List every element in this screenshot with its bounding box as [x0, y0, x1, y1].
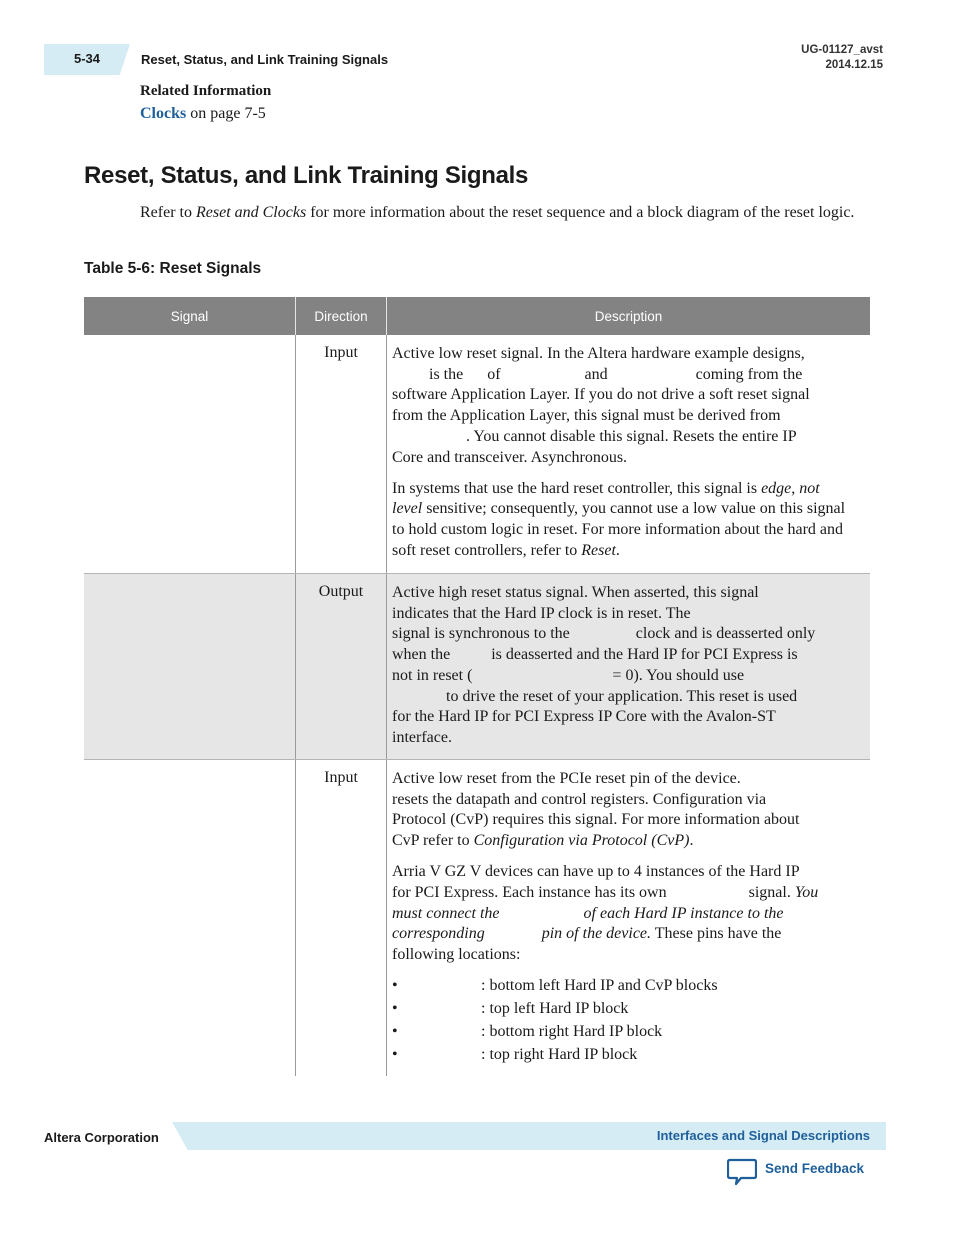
list-item [392, 1045, 846, 1068]
pin-location-list [392, 976, 846, 1068]
italic-reference: Configuration via Protocol (CvP) [473, 832, 690, 850]
text-line: Arria V GZ V devices can have up to 4 instances of the Hard IP [392, 863, 800, 881]
text-line: from the Application Layer, this signal must be derived from [392, 407, 781, 425]
description-paragraph [392, 583, 846, 749]
table-caption: Table 5-6: Reset Signals [84, 260, 262, 277]
related-information-line [140, 105, 266, 123]
footer-company: Altera Corporation [44, 1130, 159, 1145]
description-cell [387, 574, 870, 759]
italic-text: You [794, 884, 819, 902]
description-cell [387, 335, 870, 573]
bullet-icon: • [392, 1000, 398, 1018]
italic-text: must connect the [392, 904, 500, 922]
signal-cell [84, 335, 296, 573]
section-title: Reset, Status, and Link Training Signals [84, 162, 529, 189]
reset-signals-table [84, 297, 870, 1076]
list-item [392, 1022, 846, 1045]
text-fragment: coming from the [695, 365, 803, 383]
intro-paragraph [140, 203, 870, 224]
bullet-icon: • [392, 1046, 398, 1064]
text-fragment: These pins have the [651, 925, 782, 943]
direction-cell: Output [296, 574, 387, 759]
header-direction: Direction [296, 297, 387, 335]
intro-suffix: for more information about the reset sequence and a block diagram of the reset logic. [306, 204, 855, 221]
text-line: interface. [392, 728, 452, 746]
text-fragment: . [689, 832, 694, 850]
text-line: Active low reset from the PCIe reset pin of the device. [392, 770, 741, 787]
italic-term: edge [761, 479, 792, 497]
table-header-row [84, 297, 870, 335]
text-fragment: when the [392, 646, 451, 664]
chat-bubble-icon[interactable] [727, 1158, 757, 1186]
text-fragment: sensitive; consequently, you cannot use a low value on this signal to hold custom logic in reset. For more information about the hard and soft reset controllers, refer to [392, 500, 846, 559]
intro-reference: Reset and Clocks [195, 204, 307, 221]
text-line: Protocol (CvP) requires this signal. For more information about [392, 811, 800, 829]
description-cell [387, 760, 870, 1076]
text-line: Active high reset status signal. When asserted, this signal [392, 584, 759, 601]
italic-text: pin of the device. [541, 925, 652, 943]
bullet-icon: • [392, 977, 398, 995]
text-fragment: , [791, 479, 800, 497]
clocks-link[interactable]: Clocks [140, 105, 187, 122]
list-item-text: : top right Hard IP block [481, 1046, 638, 1064]
table-row [84, 574, 870, 760]
page-reference: on page 7-5 [186, 105, 266, 122]
header-signal: Signal [84, 297, 296, 335]
text-fragment: signal is synchronous to the [392, 625, 570, 643]
list-item [392, 999, 846, 1022]
text-fragment: . [615, 541, 620, 559]
italic-text: corresponding [392, 925, 485, 943]
text-fragment: is the [429, 365, 464, 383]
text-fragment: and [584, 365, 608, 383]
signal-cell [84, 760, 296, 1076]
list-item [392, 976, 846, 999]
text-fragment: to drive the reset of your application. This reset is used [446, 687, 798, 705]
text-fragment: signal. [748, 884, 795, 902]
page-number: 5-34 [74, 51, 101, 66]
description-paragraph [392, 769, 846, 852]
list-item-text: : top left Hard IP block [481, 1000, 629, 1018]
text-line: following locations: [392, 946, 521, 964]
description-paragraph [392, 344, 846, 468]
text-line: indicates that the Hard IP clock is in reset. The [392, 604, 691, 622]
text-fragment: is deasserted and the Hard IP for PCI Express is [491, 646, 798, 664]
doc-id-text: UG-01127_avst [801, 44, 883, 56]
direction-cell: Input [296, 335, 387, 573]
text-line: Active low reset signal. In the Altera hardware example designs, [392, 345, 805, 362]
text-line: resets the datapath and control registers. Configuration via [392, 790, 767, 808]
list-item-text: : bottom left Hard IP and CvP blocks [481, 977, 718, 995]
intro-prefix: Refer to [140, 204, 196, 221]
table-row [84, 760, 870, 1076]
text-line: Core and transceiver. Asynchronous. [392, 448, 628, 466]
send-feedback-link[interactable]: Send Feedback [765, 1161, 865, 1176]
document-id [801, 43, 883, 73]
footer-chapter-title[interactable]: Interfaces and Signal Descriptions [656, 1128, 870, 1143]
description-paragraph [392, 862, 846, 966]
description-paragraph [392, 479, 846, 562]
italic-term: not level [392, 479, 820, 518]
text-line: for the Hard IP for PCI Express IP Core with the Avalon-ST [392, 708, 776, 726]
text-fragment: In systems that use the hard reset controller, this signal is [392, 479, 762, 497]
running-title: Reset, Status, and Link Training Signals [141, 52, 389, 67]
text-fragment: clock and is deasserted only [635, 625, 816, 643]
text-fragment: . You cannot disable this signal. Resets the entire IP [466, 427, 797, 445]
header-description: Description [594, 308, 663, 324]
related-information-heading: Related Information [140, 83, 272, 99]
doc-date-text: 2014.12.15 [825, 59, 883, 71]
text-fragment: CvP refer to [392, 832, 474, 850]
text-fragment: = 0). You should use [612, 666, 745, 684]
bullet-icon: • [392, 1023, 398, 1041]
italic-reference: Reset [581, 541, 616, 559]
text-fragment: not in reset ( [392, 666, 473, 684]
text-line: software Application Layer. If you do not drive a soft reset signal [392, 386, 810, 404]
signal-cell [84, 574, 296, 759]
table-row [84, 335, 870, 574]
list-item-text: : bottom right Hard IP block [481, 1023, 663, 1041]
text-fragment: for PCI Express. Each instance has its own [392, 884, 667, 902]
text-fragment: of [487, 365, 501, 383]
italic-text: of each Hard IP instance to the [583, 904, 784, 922]
direction-cell: Input [296, 760, 387, 1076]
